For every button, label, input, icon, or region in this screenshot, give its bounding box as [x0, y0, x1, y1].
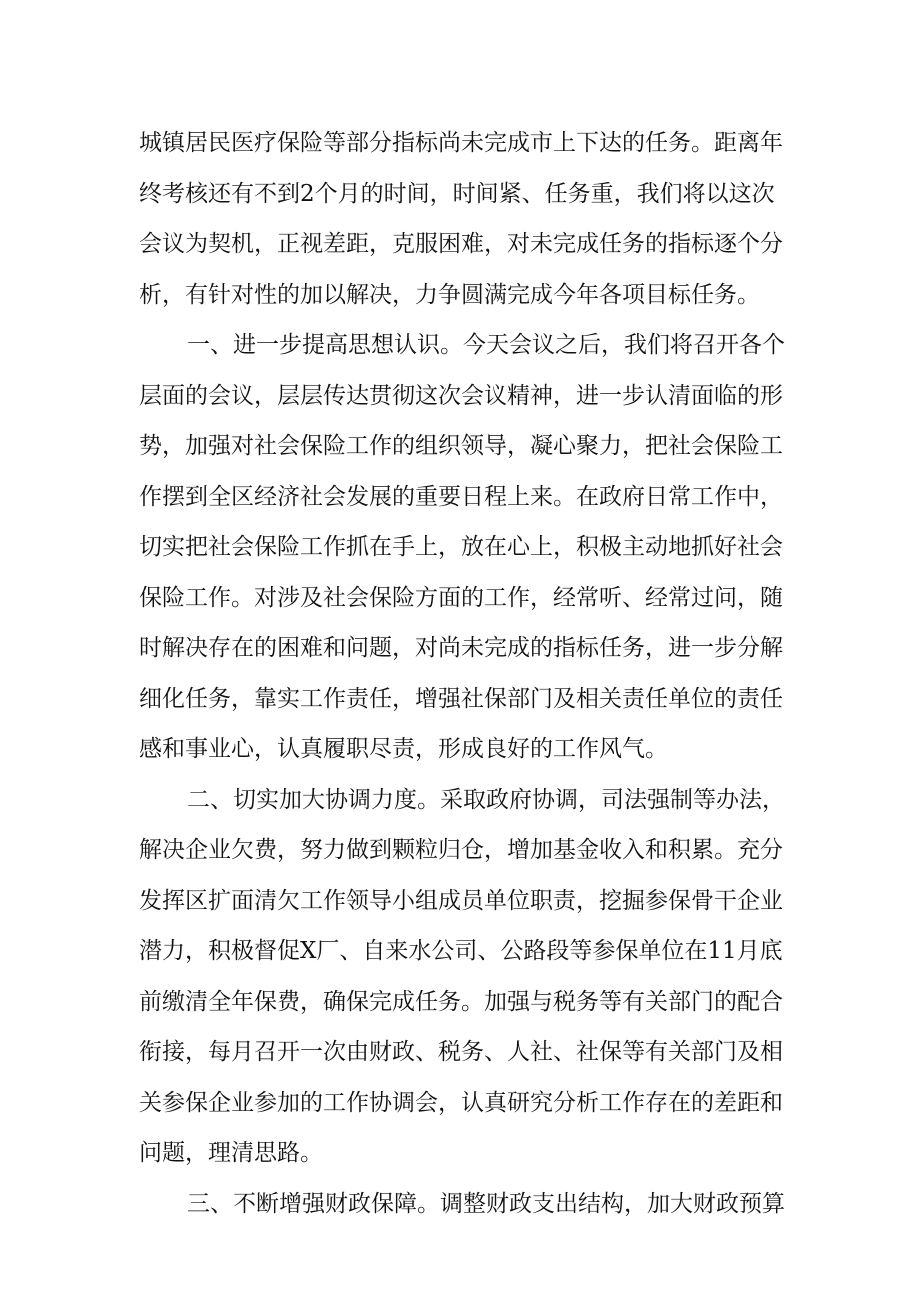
text-line: 保险工作。对涉及社会保险方面的工作，经常听、经常过问，随: [139, 585, 783, 611]
paragraph-heading-2: 二、切实加大协调力度。采取政府协调，司法强制等办法，: [187, 787, 785, 813]
text-line: 前缴清全年保费，确保完成任务。加强与税务等有关部门的配合: [139, 989, 783, 1015]
paragraph-heading-1: 一、进一步提高思想认识。今天会议之后，我们将召开各个: [187, 332, 785, 358]
text-line: 发挥区扩面清欠工作领导小组成员单位职责，挖掘参保骨干企业: [139, 888, 783, 914]
paragraph-heading-3: 三、不断增强财政保障。调整财政支出结构，加大财政预算: [187, 1191, 785, 1217]
text-line: 感和事业心，认真履职尽责，形成良好的工作风气。: [139, 736, 668, 762]
text-line: 势，加强对社会保险工作的组织领导，凝心聚力，把社会保险工: [139, 433, 783, 459]
text-line: 析，有针对性的加以解决，力争圆满完成今年各项目标任务。: [139, 282, 760, 308]
text-line: 作摆到全区经济社会发展的重要日程上来。在政府日常工作中，: [139, 484, 783, 510]
text-line: 城镇居民医疗保险等部分指标尚未完成市上下达的任务。距离年: [139, 130, 783, 156]
text-line: 潜力，积极督促X厂、自来水公司、公路段等参保单位在11月底: [139, 938, 783, 964]
text-line: 衔接，每月召开一次由财政、税务、人社、社保等有关部门及相: [139, 1039, 783, 1065]
text-line: 关参保企业参加的工作协调会，认真研究分析工作存在的差距和: [139, 1090, 783, 1116]
text-line: 终考核还有不到2个月的时间，时间紧、任务重，我们将以这次: [139, 181, 775, 207]
text-line: 层面的会议，层层传达贯彻这次会议精神，进一步认清面临的形: [139, 383, 783, 409]
text-line: 会议为契机，正视差距，克服困难，对未完成任务的指标逐个分: [139, 231, 783, 257]
text-line: 时解决存在的困难和问题，对尚未完成的指标任务，进一步分解: [139, 635, 783, 661]
text-line: 问题，理清思路。: [139, 1140, 323, 1166]
text-line: 细化任务，靠实工作责任，增强社保部门及相关责任单位的责任: [139, 686, 783, 712]
text-line: 切实把社会保险工作抓在手上，放在心上，积极主动地抓好社会: [139, 534, 783, 560]
text-line: 解决企业欠费，努力做到颗粒归仓，增加基金收入和积累。充分: [139, 837, 783, 863]
